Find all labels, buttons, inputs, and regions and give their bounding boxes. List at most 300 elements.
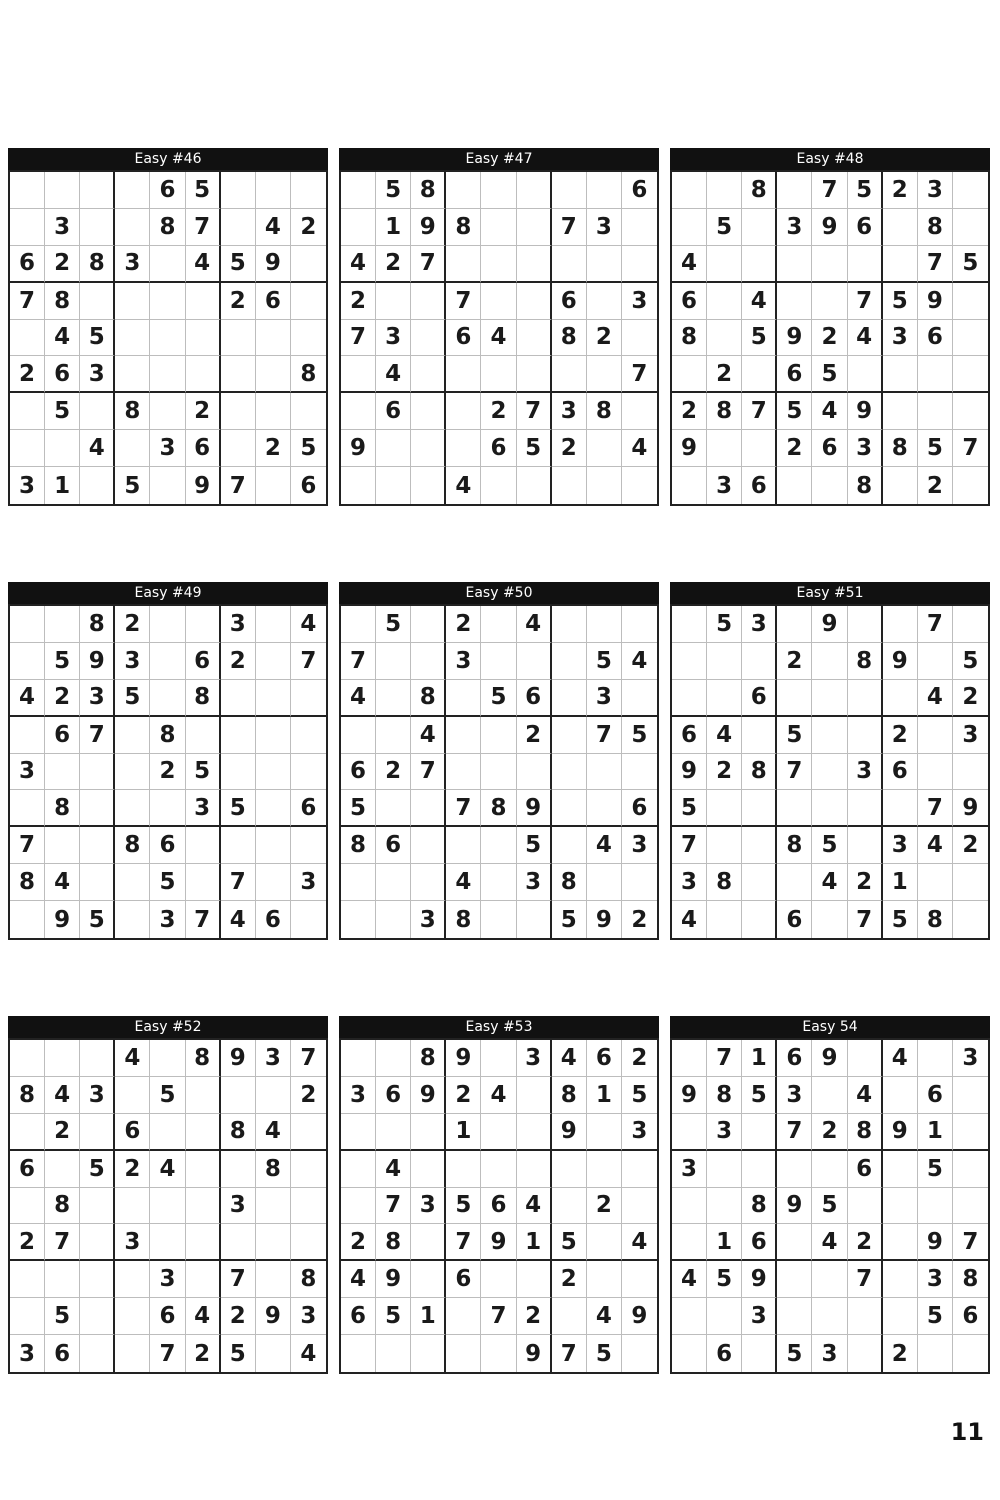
given-digit-cell: 4 bbox=[150, 1151, 185, 1188]
empty-cell bbox=[150, 246, 185, 283]
given-digit-cell: 6 bbox=[186, 430, 221, 467]
empty-cell bbox=[812, 283, 847, 320]
empty-cell bbox=[552, 1298, 587, 1335]
given-digit-cell: 6 bbox=[446, 320, 481, 357]
empty-cell bbox=[115, 754, 150, 791]
empty-cell bbox=[517, 643, 552, 680]
given-digit-cell: 8 bbox=[186, 1040, 221, 1077]
empty-cell bbox=[918, 643, 953, 680]
empty-cell bbox=[341, 467, 376, 504]
empty-cell bbox=[221, 356, 256, 393]
given-digit-cell: 5 bbox=[848, 172, 883, 209]
given-digit-cell: 6 bbox=[150, 1298, 185, 1335]
given-digit-cell: 4 bbox=[883, 1040, 918, 1077]
empty-cell bbox=[953, 1114, 988, 1151]
given-digit-cell: 2 bbox=[918, 467, 953, 504]
empty-cell bbox=[707, 320, 742, 357]
given-digit-cell: 1 bbox=[411, 1298, 446, 1335]
given-digit-cell: 9 bbox=[411, 209, 446, 246]
given-digit-cell: 9 bbox=[812, 1040, 847, 1077]
empty-cell bbox=[883, 790, 918, 827]
given-digit-cell: 3 bbox=[446, 643, 481, 680]
given-digit-cell: 7 bbox=[953, 1224, 988, 1261]
empty-cell bbox=[10, 172, 45, 209]
given-digit-cell: 2 bbox=[517, 1298, 552, 1335]
empty-cell bbox=[812, 901, 847, 938]
empty-cell bbox=[883, 1151, 918, 1188]
given-digit-cell: 3 bbox=[291, 1298, 326, 1335]
given-digit-cell: 6 bbox=[777, 356, 812, 393]
sudoku-grid bbox=[339, 170, 659, 506]
empty-cell bbox=[552, 246, 587, 283]
given-digit-cell: 4 bbox=[481, 320, 516, 357]
given-digit-cell: 1 bbox=[45, 467, 80, 504]
empty-cell bbox=[953, 283, 988, 320]
empty-cell bbox=[552, 827, 587, 864]
given-digit-cell: 5 bbox=[45, 1298, 80, 1335]
empty-cell bbox=[291, 827, 326, 864]
empty-cell bbox=[221, 680, 256, 717]
given-digit-cell: 8 bbox=[707, 1077, 742, 1114]
empty-cell bbox=[256, 827, 291, 864]
empty-cell bbox=[848, 827, 883, 864]
given-digit-cell: 2 bbox=[221, 283, 256, 320]
empty-cell bbox=[883, 246, 918, 283]
empty-cell bbox=[80, 754, 115, 791]
given-digit-cell: 4 bbox=[918, 827, 953, 864]
empty-cell bbox=[341, 393, 376, 430]
sudoku-puzzle-1 bbox=[8, 148, 328, 506]
empty-cell bbox=[517, 754, 552, 791]
empty-cell bbox=[150, 1224, 185, 1261]
empty-cell bbox=[10, 643, 45, 680]
given-digit-cell: 5 bbox=[883, 283, 918, 320]
empty-cell bbox=[481, 901, 516, 938]
given-digit-cell: 8 bbox=[883, 430, 918, 467]
empty-cell bbox=[446, 1298, 481, 1335]
given-digit-cell: 3 bbox=[918, 1261, 953, 1298]
empty-cell bbox=[517, 1261, 552, 1298]
sudoku-puzzle-5 bbox=[339, 582, 659, 940]
empty-cell bbox=[221, 430, 256, 467]
given-digit-cell: 2 bbox=[953, 827, 988, 864]
empty-cell bbox=[80, 1298, 115, 1335]
empty-cell bbox=[848, 1188, 883, 1225]
empty-cell bbox=[80, 790, 115, 827]
given-digit-cell: 5 bbox=[812, 827, 847, 864]
empty-cell bbox=[221, 717, 256, 754]
given-digit-cell: 8 bbox=[918, 901, 953, 938]
empty-cell bbox=[918, 393, 953, 430]
given-digit-cell: 3 bbox=[707, 467, 742, 504]
empty-cell bbox=[291, 717, 326, 754]
given-digit-cell: 8 bbox=[10, 1077, 45, 1114]
empty-cell bbox=[411, 1335, 446, 1372]
given-digit-cell: 5 bbox=[446, 1188, 481, 1225]
given-digit-cell: 6 bbox=[150, 827, 185, 864]
given-digit-cell: 2 bbox=[150, 754, 185, 791]
empty-cell bbox=[777, 246, 812, 283]
empty-cell bbox=[341, 209, 376, 246]
empty-cell bbox=[10, 1114, 45, 1151]
empty-cell bbox=[742, 1114, 777, 1151]
empty-cell bbox=[341, 901, 376, 938]
given-digit-cell: 5 bbox=[80, 901, 115, 938]
given-digit-cell: 5 bbox=[672, 790, 707, 827]
empty-cell bbox=[376, 717, 411, 754]
given-digit-cell: 3 bbox=[80, 680, 115, 717]
given-digit-cell: 6 bbox=[848, 1151, 883, 1188]
sudoku-puzzle-6 bbox=[670, 582, 990, 940]
empty-cell bbox=[742, 717, 777, 754]
given-digit-cell: 7 bbox=[481, 1298, 516, 1335]
empty-cell bbox=[376, 430, 411, 467]
given-digit-cell: 7 bbox=[517, 393, 552, 430]
given-digit-cell: 3 bbox=[552, 393, 587, 430]
empty-cell bbox=[883, 209, 918, 246]
given-digit-cell: 3 bbox=[622, 827, 657, 864]
empty-cell bbox=[622, 467, 657, 504]
given-digit-cell: 3 bbox=[883, 827, 918, 864]
empty-cell bbox=[517, 1077, 552, 1114]
empty-cell bbox=[376, 901, 411, 938]
given-digit-cell: 4 bbox=[341, 1261, 376, 1298]
empty-cell bbox=[10, 1261, 45, 1298]
given-digit-cell: 7 bbox=[10, 827, 45, 864]
given-digit-cell: 3 bbox=[341, 1077, 376, 1114]
given-digit-cell: 2 bbox=[812, 320, 847, 357]
empty-cell bbox=[517, 1114, 552, 1151]
empty-cell bbox=[672, 356, 707, 393]
given-digit-cell: 8 bbox=[221, 1114, 256, 1151]
given-digit-cell: 3 bbox=[10, 1335, 45, 1372]
given-digit-cell: 5 bbox=[622, 1077, 657, 1114]
given-digit-cell: 6 bbox=[341, 1298, 376, 1335]
empty-cell bbox=[411, 1224, 446, 1261]
empty-cell bbox=[953, 393, 988, 430]
empty-cell bbox=[517, 467, 552, 504]
empty-cell bbox=[622, 1335, 657, 1372]
given-digit-cell: 7 bbox=[150, 1335, 185, 1372]
given-digit-cell: 5 bbox=[707, 1261, 742, 1298]
empty-cell bbox=[256, 172, 291, 209]
sudoku-grid bbox=[670, 1038, 990, 1374]
given-digit-cell: 2 bbox=[341, 1224, 376, 1261]
given-digit-cell: 7 bbox=[848, 1261, 883, 1298]
empty-cell bbox=[777, 467, 812, 504]
given-digit-cell: 3 bbox=[517, 1040, 552, 1077]
given-digit-cell: 2 bbox=[376, 754, 411, 791]
empty-cell bbox=[672, 1298, 707, 1335]
empty-cell bbox=[812, 1298, 847, 1335]
empty-cell bbox=[45, 754, 80, 791]
empty-cell bbox=[256, 790, 291, 827]
given-digit-cell: 5 bbox=[517, 827, 552, 864]
empty-cell bbox=[517, 209, 552, 246]
empty-cell bbox=[481, 1261, 516, 1298]
given-digit-cell: 7 bbox=[622, 356, 657, 393]
empty-cell bbox=[115, 1335, 150, 1372]
given-digit-cell: 6 bbox=[953, 1298, 988, 1335]
sudoku-puzzle-2 bbox=[339, 148, 659, 506]
given-digit-cell: 7 bbox=[672, 827, 707, 864]
empty-cell bbox=[341, 1151, 376, 1188]
given-digit-cell: 4 bbox=[221, 901, 256, 938]
empty-cell bbox=[812, 643, 847, 680]
given-digit-cell: 7 bbox=[341, 643, 376, 680]
given-digit-cell: 5 bbox=[953, 246, 988, 283]
empty-cell bbox=[186, 1114, 221, 1151]
empty-cell bbox=[256, 1188, 291, 1225]
given-digit-cell: 5 bbox=[80, 320, 115, 357]
empty-cell bbox=[256, 1077, 291, 1114]
empty-cell bbox=[186, 717, 221, 754]
given-digit-cell: 1 bbox=[376, 209, 411, 246]
empty-cell bbox=[115, 717, 150, 754]
given-digit-cell: 5 bbox=[918, 1151, 953, 1188]
empty-cell bbox=[552, 754, 587, 791]
empty-cell bbox=[848, 1298, 883, 1335]
given-digit-cell: 2 bbox=[812, 1114, 847, 1151]
given-digit-cell: 8 bbox=[552, 1077, 587, 1114]
given-digit-cell: 8 bbox=[10, 864, 45, 901]
given-digit-cell: 3 bbox=[777, 209, 812, 246]
empty-cell bbox=[115, 209, 150, 246]
given-digit-cell: 4 bbox=[45, 864, 80, 901]
empty-cell bbox=[883, 1224, 918, 1261]
empty-cell bbox=[672, 1188, 707, 1225]
given-digit-cell: 9 bbox=[45, 901, 80, 938]
given-digit-cell: 8 bbox=[411, 680, 446, 717]
given-digit-cell: 2 bbox=[45, 1114, 80, 1151]
given-digit-cell: 3 bbox=[517, 864, 552, 901]
empty-cell bbox=[256, 606, 291, 643]
given-digit-cell: 5 bbox=[742, 1077, 777, 1114]
empty-cell bbox=[742, 643, 777, 680]
given-digit-cell: 5 bbox=[777, 393, 812, 430]
given-digit-cell: 6 bbox=[587, 1040, 622, 1077]
empty-cell bbox=[552, 717, 587, 754]
given-digit-cell: 5 bbox=[622, 717, 657, 754]
given-digit-cell: 8 bbox=[291, 1261, 326, 1298]
empty-cell bbox=[411, 790, 446, 827]
empty-cell bbox=[742, 901, 777, 938]
given-digit-cell: 2 bbox=[622, 1040, 657, 1077]
empty-cell bbox=[446, 430, 481, 467]
puzzle-title: Easy #50 bbox=[339, 582, 659, 604]
empty-cell bbox=[953, 1151, 988, 1188]
empty-cell bbox=[812, 1261, 847, 1298]
given-digit-cell: 9 bbox=[742, 1261, 777, 1298]
given-digit-cell: 7 bbox=[742, 393, 777, 430]
empty-cell bbox=[186, 606, 221, 643]
empty-cell bbox=[80, 393, 115, 430]
given-digit-cell: 4 bbox=[587, 1298, 622, 1335]
given-digit-cell: 6 bbox=[622, 790, 657, 827]
puzzle-title: Easy #47 bbox=[339, 148, 659, 170]
given-digit-cell: 8 bbox=[848, 467, 883, 504]
given-digit-cell: 4 bbox=[186, 1298, 221, 1335]
given-digit-cell: 7 bbox=[918, 246, 953, 283]
given-digit-cell: 7 bbox=[777, 1114, 812, 1151]
empty-cell bbox=[953, 467, 988, 504]
given-digit-cell: 5 bbox=[953, 643, 988, 680]
given-digit-cell: 3 bbox=[883, 320, 918, 357]
sudoku-grid bbox=[339, 1038, 659, 1374]
empty-cell bbox=[622, 1261, 657, 1298]
given-digit-cell: 5 bbox=[812, 1188, 847, 1225]
given-digit-cell: 1 bbox=[883, 864, 918, 901]
empty-cell bbox=[256, 467, 291, 504]
empty-cell bbox=[150, 643, 185, 680]
empty-cell bbox=[812, 790, 847, 827]
empty-cell bbox=[291, 680, 326, 717]
given-digit-cell: 3 bbox=[376, 320, 411, 357]
given-digit-cell: 8 bbox=[150, 717, 185, 754]
given-digit-cell: 7 bbox=[707, 1040, 742, 1077]
empty-cell bbox=[953, 1188, 988, 1225]
empty-cell bbox=[186, 283, 221, 320]
given-digit-cell: 7 bbox=[918, 606, 953, 643]
empty-cell bbox=[587, 172, 622, 209]
empty-cell bbox=[777, 864, 812, 901]
empty-cell bbox=[45, 430, 80, 467]
empty-cell bbox=[742, 827, 777, 864]
given-digit-cell: 8 bbox=[341, 827, 376, 864]
given-digit-cell: 9 bbox=[672, 1077, 707, 1114]
empty-cell bbox=[481, 172, 516, 209]
given-digit-cell: 9 bbox=[918, 283, 953, 320]
given-digit-cell: 9 bbox=[517, 790, 552, 827]
empty-cell bbox=[80, 864, 115, 901]
given-digit-cell: 4 bbox=[742, 283, 777, 320]
empty-cell bbox=[115, 320, 150, 357]
empty-cell bbox=[812, 467, 847, 504]
given-digit-cell: 9 bbox=[481, 1224, 516, 1261]
given-digit-cell: 8 bbox=[115, 827, 150, 864]
given-digit-cell: 7 bbox=[848, 901, 883, 938]
given-digit-cell: 3 bbox=[777, 1077, 812, 1114]
given-digit-cell: 4 bbox=[10, 680, 45, 717]
empty-cell bbox=[707, 283, 742, 320]
given-digit-cell: 8 bbox=[80, 246, 115, 283]
given-digit-cell: 5 bbox=[45, 643, 80, 680]
empty-cell bbox=[587, 246, 622, 283]
given-digit-cell: 6 bbox=[150, 172, 185, 209]
given-digit-cell: 8 bbox=[848, 1114, 883, 1151]
given-digit-cell: 4 bbox=[918, 680, 953, 717]
empty-cell bbox=[848, 680, 883, 717]
empty-cell bbox=[742, 1335, 777, 1372]
empty-cell bbox=[221, 209, 256, 246]
empty-cell bbox=[221, 172, 256, 209]
empty-cell bbox=[376, 680, 411, 717]
empty-cell bbox=[10, 606, 45, 643]
given-digit-cell: 5 bbox=[45, 393, 80, 430]
empty-cell bbox=[80, 1114, 115, 1151]
empty-cell bbox=[80, 283, 115, 320]
given-digit-cell: 4 bbox=[186, 246, 221, 283]
empty-cell bbox=[376, 790, 411, 827]
given-digit-cell: 4 bbox=[848, 1077, 883, 1114]
empty-cell bbox=[848, 790, 883, 827]
empty-cell bbox=[481, 864, 516, 901]
given-digit-cell: 4 bbox=[256, 209, 291, 246]
given-digit-cell: 6 bbox=[742, 1224, 777, 1261]
given-digit-cell: 4 bbox=[812, 1224, 847, 1261]
given-digit-cell: 6 bbox=[812, 430, 847, 467]
empty-cell bbox=[291, 393, 326, 430]
empty-cell bbox=[411, 320, 446, 357]
given-digit-cell: 5 bbox=[186, 754, 221, 791]
given-digit-cell: 6 bbox=[742, 467, 777, 504]
given-digit-cell: 9 bbox=[446, 1040, 481, 1077]
empty-cell bbox=[883, 606, 918, 643]
given-digit-cell: 5 bbox=[376, 1298, 411, 1335]
empty-cell bbox=[341, 172, 376, 209]
given-digit-cell: 9 bbox=[777, 320, 812, 357]
given-digit-cell: 2 bbox=[481, 393, 516, 430]
empty-cell bbox=[742, 356, 777, 393]
empty-cell bbox=[256, 754, 291, 791]
given-digit-cell: 3 bbox=[256, 1040, 291, 1077]
empty-cell bbox=[918, 356, 953, 393]
empty-cell bbox=[742, 246, 777, 283]
given-digit-cell: 2 bbox=[446, 606, 481, 643]
given-digit-cell: 8 bbox=[742, 1188, 777, 1225]
given-digit-cell: 8 bbox=[45, 790, 80, 827]
empty-cell bbox=[376, 643, 411, 680]
given-digit-cell: 2 bbox=[221, 643, 256, 680]
given-digit-cell: 4 bbox=[376, 356, 411, 393]
given-digit-cell: 6 bbox=[256, 283, 291, 320]
given-digit-cell: 9 bbox=[622, 1298, 657, 1335]
given-digit-cell: 4 bbox=[376, 1151, 411, 1188]
empty-cell bbox=[291, 1151, 326, 1188]
empty-cell bbox=[150, 393, 185, 430]
empty-cell bbox=[341, 864, 376, 901]
given-digit-cell: 5 bbox=[587, 1335, 622, 1372]
empty-cell bbox=[481, 209, 516, 246]
empty-cell bbox=[411, 430, 446, 467]
empty-cell bbox=[115, 790, 150, 827]
given-digit-cell: 5 bbox=[812, 356, 847, 393]
empty-cell bbox=[186, 356, 221, 393]
empty-cell bbox=[953, 356, 988, 393]
given-digit-cell: 7 bbox=[80, 717, 115, 754]
empty-cell bbox=[221, 393, 256, 430]
empty-cell bbox=[256, 393, 291, 430]
empty-cell bbox=[186, 1224, 221, 1261]
given-digit-cell: 3 bbox=[80, 356, 115, 393]
given-digit-cell: 7 bbox=[848, 283, 883, 320]
given-digit-cell: 8 bbox=[291, 356, 326, 393]
empty-cell bbox=[672, 680, 707, 717]
puzzle-title: Easy #53 bbox=[339, 1016, 659, 1038]
given-digit-cell: 8 bbox=[186, 680, 221, 717]
empty-cell bbox=[552, 606, 587, 643]
empty-cell bbox=[517, 283, 552, 320]
empty-cell bbox=[587, 754, 622, 791]
given-digit-cell: 2 bbox=[376, 246, 411, 283]
given-digit-cell: 7 bbox=[411, 246, 446, 283]
empty-cell bbox=[707, 246, 742, 283]
empty-cell bbox=[256, 320, 291, 357]
empty-cell bbox=[622, 246, 657, 283]
empty-cell bbox=[80, 1335, 115, 1372]
given-digit-cell: 5 bbox=[777, 1335, 812, 1372]
empty-cell bbox=[517, 1151, 552, 1188]
